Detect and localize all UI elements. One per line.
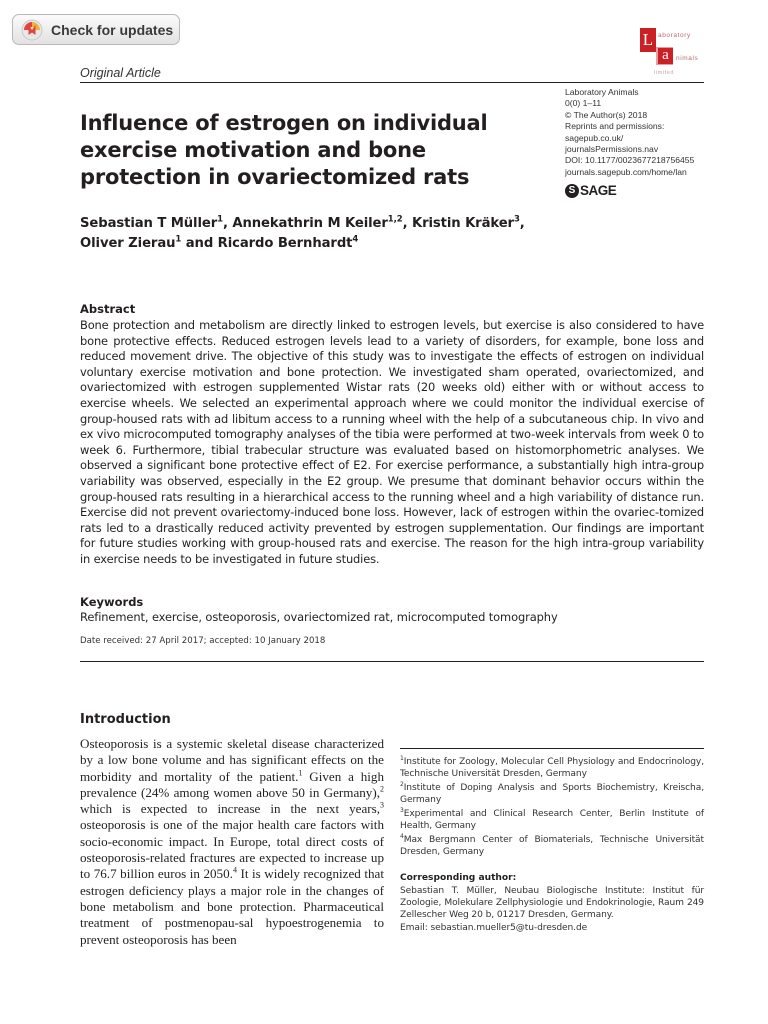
meta-line: 0(0) 1–11: [565, 98, 602, 109]
publisher-name: SAGE: [580, 183, 617, 198]
affiliation-footnote: $^2$Institute of Doping Analysis and Sports Biochemistry, Kreischa, Germany: [400, 780, 704, 806]
article-title: Influence of estrogen on individual exercise motivation and bone protection in ovariectomized rats: [80, 111, 488, 189]
meta-line: Reprints and permissions:: [565, 121, 665, 132]
logo-text-bottom: limited: [654, 70, 675, 76]
author-name: Sebastian T Müller: [80, 216, 218, 231]
check-for-updates-button[interactable]: [12, 14, 180, 45]
abstract-text: Bone protection and metabolism are directly linked to estrogen levels, but exercise is also considered to have bone protective effects. Reduced estrogen levels lead to a variety of disorders, for example, bone loss and reduced movement drive. The objective of this study was to investigate the effects of estrogen on individual voluntary exercise motivation and bone protection. We investigated sham operated, ovariectomized, and ovariectomized with estrogen supplemented Wistar rats (20 weeks old) either with or without access to exercise wheels. We selected an experimental approach where we could monitor the individual exercise of group-housed rats with ad libitum access to a running wheel with the help of a subcutaneous chip. In vivo and ex vivo microcomputed tomography analyses of the tibia were performed at two-week intervals from week 0 to week 6. Furthermore, tibial trabecular structure was evaluated based on histomorphometric analyses. We observed a significant bone protective effect of E2. For exercise performance, a substantially high intra-group variability was observed, especially in the E2 group. We presume that dominant behavior occurs within the group-housed rats resulting in a hierarchical access to the running wheel and a high variability of distance run. Exercise did not prevent ovariectomy-induced bone loss. However, lack of estrogen within the ovariec-tomized rats led to a drastically reduced activity prevented by estrogen supplementation. Our findings are important for future studies working with group-housed rats and exercise. The reason for the high intra-group variability in exercise needs to be investigated in future studies.: [80, 318, 704, 566]
author-name: Kristin Kräker: [411, 216, 514, 231]
introduction-text: Osteoporosis is a systemic skeletal disease characterized by a low bone volume and has significant effects on the morbidity and mortality of the patient.$^1$ Given a high prevalence (24% among women above 50 in Germany),$^2$ which is expected to increase in the next years,$^3$ osteoporosis is one of the major health care factors with socio-economic impact. In Europe, total direct costs of osteoporosis-related fractures are expected to increase up to 76.7 billion euros in 2050.$^4$ It is widely recognized that estrogen deficiency plays a major role in the changes of bone metabolism and bone protection. Pharmaceutical treatment of postmenopau-sal hypoestrogenemia to prevent osteoporosis has been: [80, 736, 384, 947]
journal-logo: [640, 20, 712, 78]
meta-line: © The Author(s) 2018: [565, 109, 648, 120]
logo-letter-a: a: [658, 48, 673, 64]
affiliation-footnote: $^4$Max Bergmann Center of Biomaterials, Technische Universität Dresden, Germany: [400, 832, 704, 858]
citation-ref[interactable]: 2: [380, 784, 384, 794]
citation-ref[interactable]: 3: [380, 800, 384, 810]
corresponding-email[interactable]: Email: sebastian.mueller5@tu-dresden.de: [400, 922, 588, 933]
abstract-heading: Abstract: [80, 302, 136, 316]
citation-ref[interactable]: 1: [298, 768, 303, 778]
meta-line: sagepub.co.uk/: [565, 132, 624, 143]
check-updates-icon: [21, 19, 43, 41]
journal-url-link[interactable]: journals.sagepub.com/home/lan: [565, 166, 687, 177]
author-list: Sebastian T Müller$^1$, Annekathrin M Keiler$^{1,2}$, Kristin Kräker$^3$, Oliver Zierau$^1$ and Ricardo Bernhardt$^4$: [80, 214, 525, 251]
author-name: Ricardo Bernhardt: [217, 236, 353, 251]
author-name: Oliver Zierau: [80, 236, 176, 251]
author-affiliation: 1: [175, 234, 182, 245]
journal-meta: [565, 87, 694, 178]
received-dates: Date received: 27 April 2017; accepted: 10 January 2018: [80, 636, 326, 646]
citation-ref[interactable]: 4: [232, 866, 237, 876]
footnote-divider: [400, 748, 704, 749]
publisher-logo: [565, 183, 625, 199]
author-affiliation: 3: [513, 214, 520, 225]
keywords-text: Refinement, exercise, osteoporosis, ovariectomized rat, microcomputed tomography: [80, 610, 558, 624]
corresponding-address: Sebastian T. Müller, Neubau Biologische Institute: Institut für Zoologie, Molekulare Zellphysiologie und Endokrinologie, Raum 249 Zellescher Weg 20 b, 01217 Dresden, Germany.: [400, 886, 704, 921]
logo-letter-l: L: [640, 28, 656, 52]
check-updates-label: Check for updates: [51, 21, 174, 38]
top-divider: [80, 82, 704, 83]
affiliation-footnote: $^1$Institute for Zoology, Molecular Cell Physiology and Endocrinology, Technische Universität Dresden, Germany: [400, 754, 704, 780]
keywords-heading: Keywords: [80, 595, 144, 609]
corresponding-author-heading: Corresponding author:: [400, 873, 517, 883]
author-affiliation: 1: [217, 214, 223, 225]
logo-text-mid: nimals: [676, 55, 699, 62]
abstract-divider: [80, 661, 704, 662]
meta-line: journalsPermissions.nav: [565, 144, 659, 155]
article-type: Original Article: [80, 66, 161, 80]
corresponding-author-details: [400, 885, 704, 934]
author-affiliation: 4: [352, 234, 359, 245]
introduction-heading: Introduction: [80, 712, 171, 727]
sage-s-icon: S: [565, 184, 579, 198]
meta-line: Laboratory Animals: [565, 87, 639, 97]
affiliation-footnote: $^3$Experimental and Clinical Research Center, Berlin Institute of Health, Germany: [400, 806, 704, 832]
author-name: Annekathrin M Keiler: [232, 216, 388, 231]
logo-text-top: aboratory: [658, 32, 691, 39]
author-affiliation: 1,2: [387, 214, 403, 225]
doi-link[interactable]: DOI: 10.1177/0023677218756455: [565, 155, 695, 166]
